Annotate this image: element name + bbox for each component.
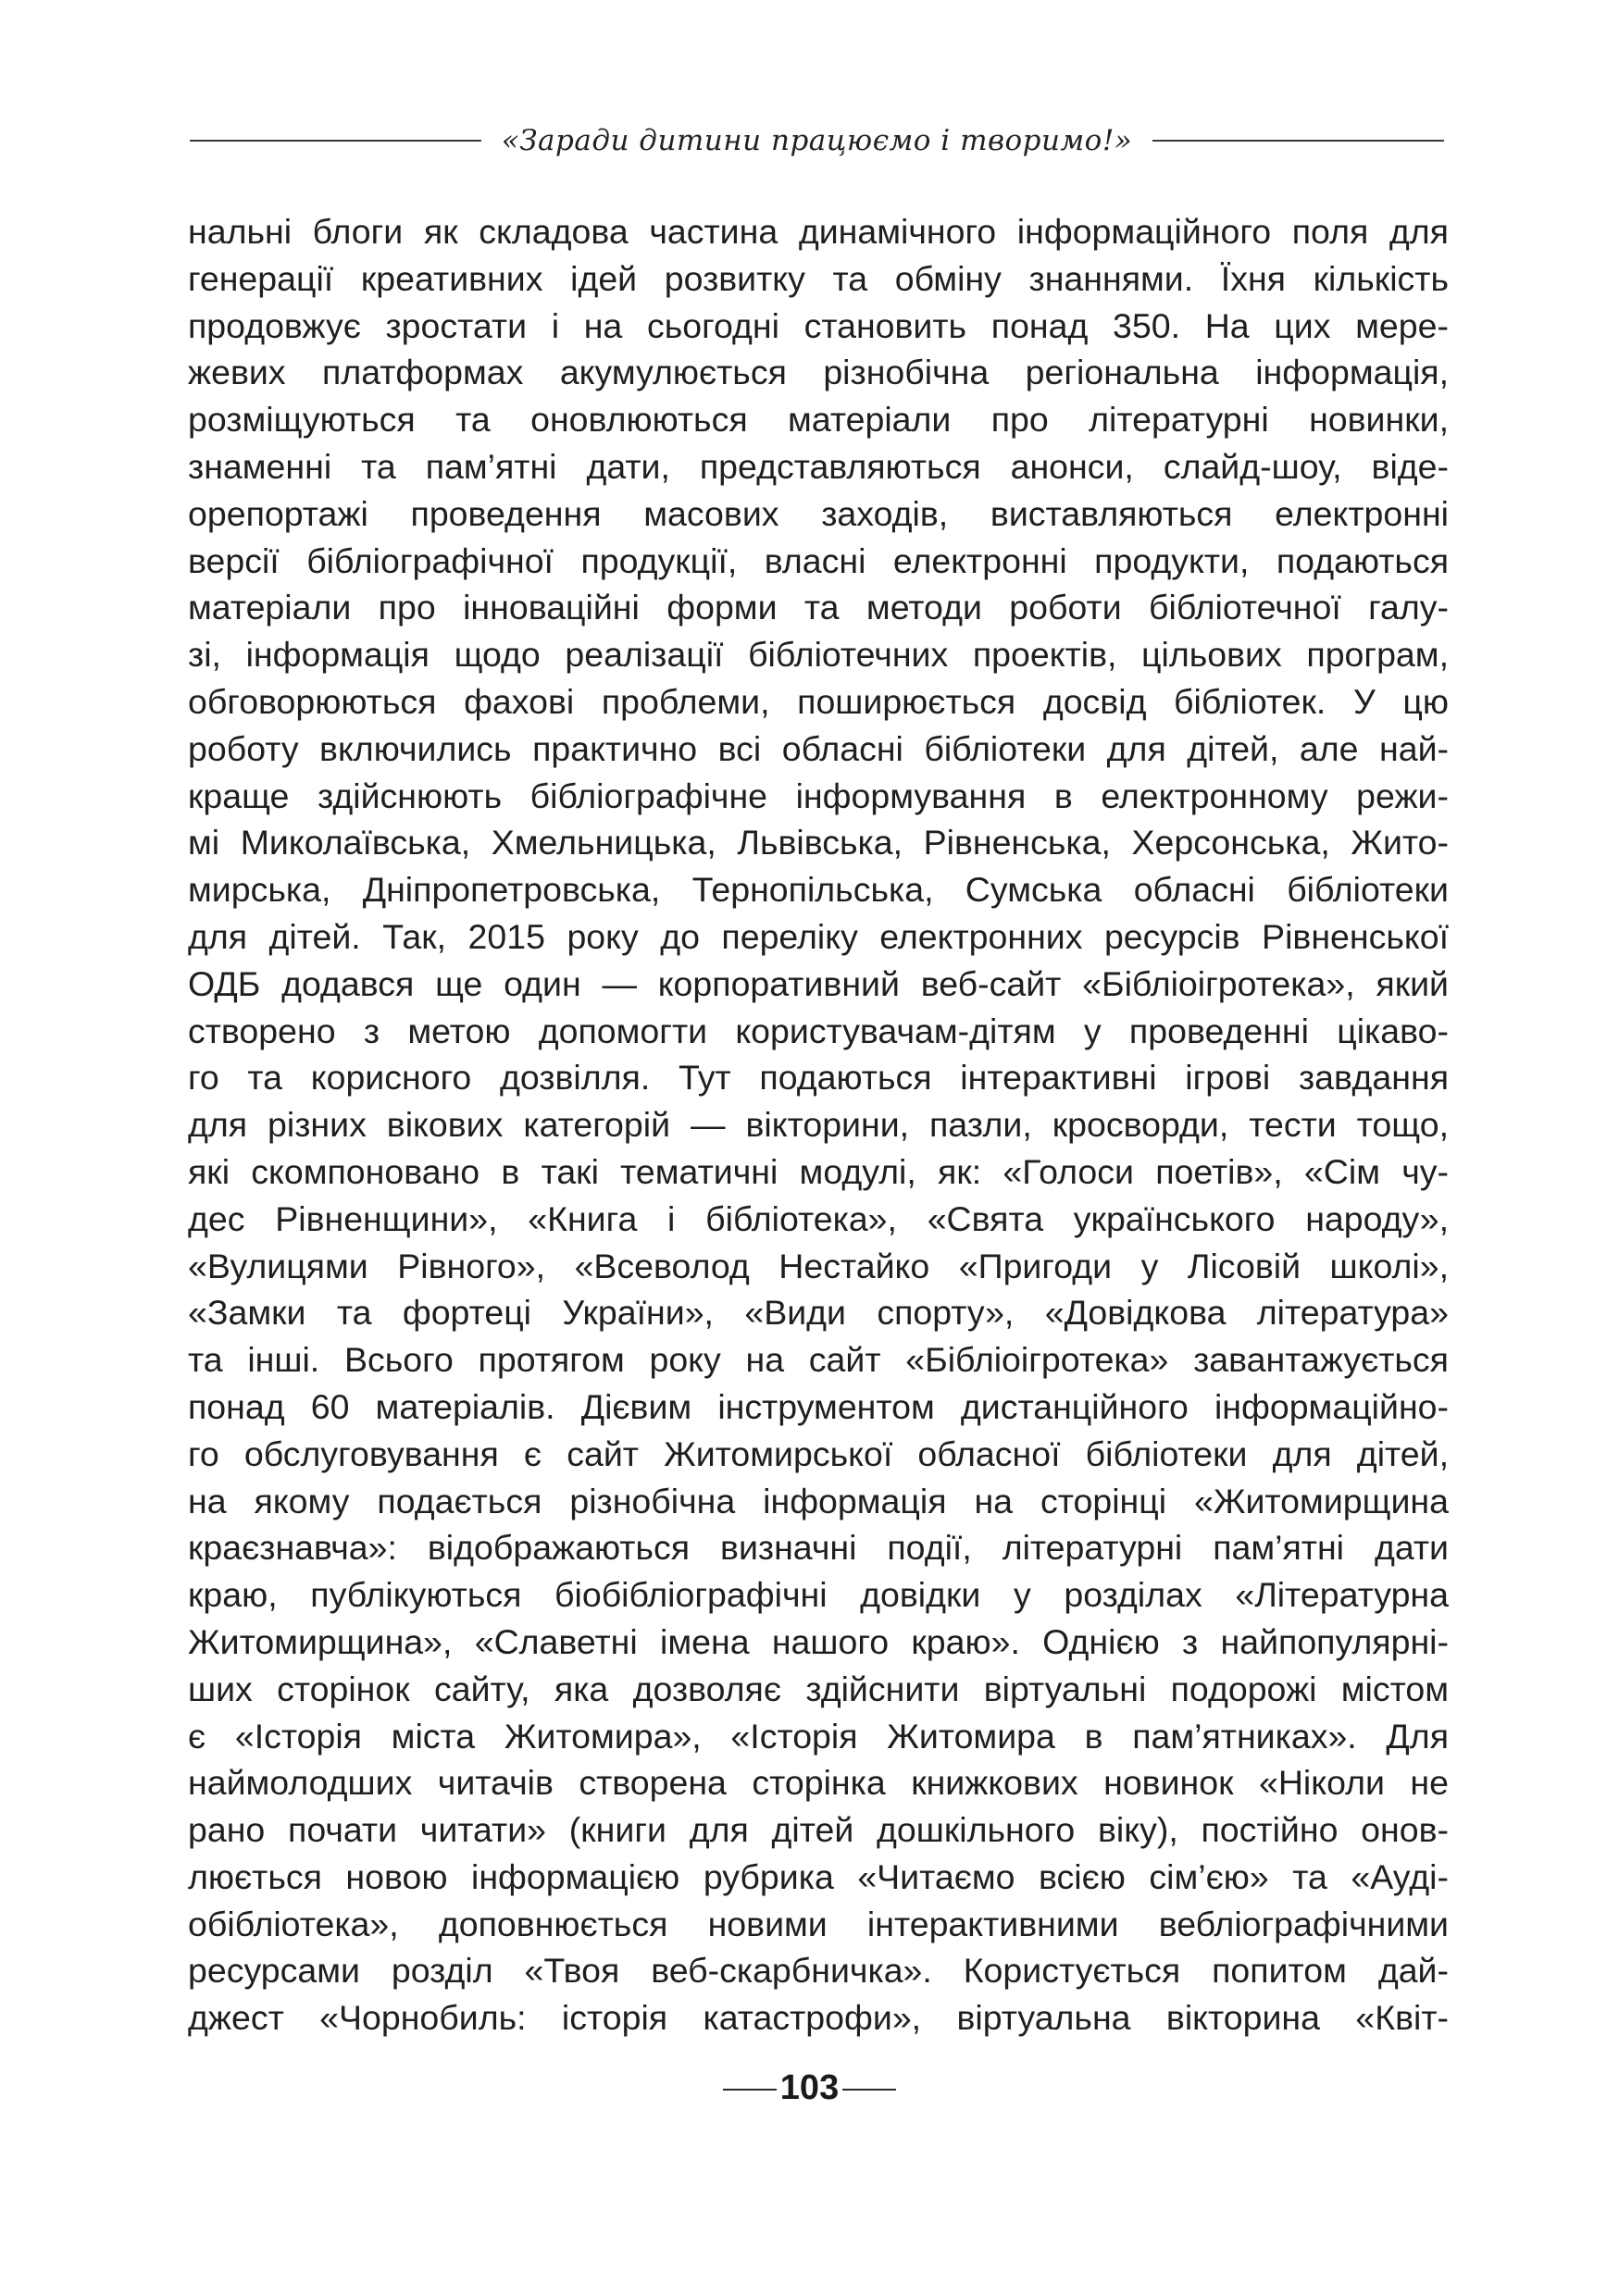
running-title: «Заради дитини працюємо і творимо!» xyxy=(501,124,1133,157)
text-line: краєзнавча»: відображаються визначні події, літературні пам’ятні дати xyxy=(188,1528,1449,1568)
text-line: генерації креативних ідей розвитку та обміну знаннями. Їхня кількість xyxy=(188,258,1449,298)
text-line: для дітей. Так, 2015 року до переліку електронних ресурсів Рівненської xyxy=(188,916,1449,956)
text-line: краще здійснюють бібліографічне інформування в електронному режи- xyxy=(188,776,1449,815)
text-line: мирська, Дніпропетровська, Тернопільська, Сумська обласні бібліотеки xyxy=(188,870,1449,910)
text-line: ресурсами розділ «Твоя веб-скарбничка». Користується попитом дай- xyxy=(188,1951,1449,1991)
text-line: та інші. Всього протягом року на сайт «Бібліоігротека» завантажується xyxy=(188,1340,1449,1380)
text-line: нальні блоги як складова частина динамічного інформаційного поля для xyxy=(188,212,1449,251)
header-rule-left xyxy=(190,140,481,142)
text-line: версії бібліографічної продукції, власні електронні продукти, подаються xyxy=(188,540,1449,580)
text-line: го обслуговування є сайт Житомирської обласної бібліотеки для дітей, xyxy=(188,1433,1449,1473)
text-line: матеріали про інноваційні форми та методи роботи бібліотечної галу- xyxy=(188,588,1449,627)
text-line: орепортажі проведення масових заходів, виставляються електронні xyxy=(188,493,1449,533)
text-line: дес Рівненщини», «Книга і бібліотека», «Свята українського народу», xyxy=(188,1198,1449,1238)
header-rule-right xyxy=(1152,140,1444,142)
text-line: зі, інформація щодо реалізації бібліотечних проектів, цільових програм, xyxy=(188,635,1449,675)
text-line: продовжує зростати і на сьогодні становить понад 350. На цих мере- xyxy=(188,305,1449,345)
text-line: Житомирщина», «Славетні імена нашого краю». Однією з найпопулярні- xyxy=(188,1621,1449,1661)
text-line: створено з метою допомогти користувачам-дітям у проведенні цікаво- xyxy=(188,1011,1449,1050)
text-line: розміщуються та оновлюються матеріали про літературні новинки, xyxy=(188,400,1449,440)
text-line: роботу включились практично всі обласні бібліотеки для дітей, але най- xyxy=(188,728,1449,768)
running-header xyxy=(190,113,1444,168)
body-text xyxy=(188,208,1449,2042)
text-line: ших сторінок сайту, яка дозволяє здійснити віртуальні подорожі містом xyxy=(188,1669,1449,1708)
text-line: є «Історія міста Житомира», «Історія Житомира в пам’ятниках». Для xyxy=(188,1716,1449,1756)
text-line: люється новою інформацією рубрика «Читаємо всією сім’єю» та «Ауді- xyxy=(188,1856,1449,1896)
text-line: на якому подається різнобічна інформація на сторінці «Житомирщина xyxy=(188,1481,1449,1520)
text-line: наймолодших читачів створена сторінка книжкових новинок «Ніколи не xyxy=(188,1763,1449,1803)
text-line: обібліотека», доповнюється новими інтерактивними веблiографічними xyxy=(188,1904,1449,1943)
text-line: рано почати читати» (книги для дітей дошкільного віку), постійно онов- xyxy=(188,1810,1449,1850)
text-line: го та корисного дозвілля. Тут подаються інтерактивні ігрові завдання xyxy=(188,1058,1449,1098)
page-number-rule-left xyxy=(723,2089,777,2091)
text-line: краю, публікуються біобібліографічні довідки у розділах «Літературна xyxy=(188,1575,1449,1615)
text-line: знаменні та пам’ятні дати, представляються анонси, слайд-шоу, віде- xyxy=(188,446,1449,486)
text-line: для різних вікових категорій — вікторини, пазли, кросворди, тести тощо, xyxy=(188,1105,1449,1145)
page-number-text: 103 xyxy=(779,2068,840,2107)
text-line: мі Миколаївська, Хмельницька, Львівська, Рівненська, Херсонська, Жито- xyxy=(188,823,1449,863)
text-line: обговорюються фахові проблеми, поширюється досвід бібліотек. У цю xyxy=(188,681,1449,721)
page-number xyxy=(0,2068,1619,2108)
text-line: жевих платформах акумулюється різнобічна регіональна інформація, xyxy=(188,353,1449,392)
page-number-rule-right xyxy=(842,2089,896,2091)
text-line: ОДБ додався ще один — корпоративний веб-сайт «Бібліоігротека», який xyxy=(188,963,1449,1003)
text-line: «Замки та фортеці України», «Види спорту», «Довідкова література» xyxy=(188,1293,1449,1333)
text-line: «Вулицями Рівного», «Всеволод Нестайко «Пригоди у Лісовій школі», xyxy=(188,1246,1449,1285)
text-line: понад 60 матеріалів. Дієвим інструментом дистанційного інформаційно- xyxy=(188,1386,1449,1426)
text-line: які скомпоновано в такі тематичні модулі, як: «Голоси поетів», «Сім чу- xyxy=(188,1151,1449,1191)
text-line: джест «Чорнобиль: історія катастрофи», віртуальна вікторина «Квіт- xyxy=(188,1998,1449,2038)
